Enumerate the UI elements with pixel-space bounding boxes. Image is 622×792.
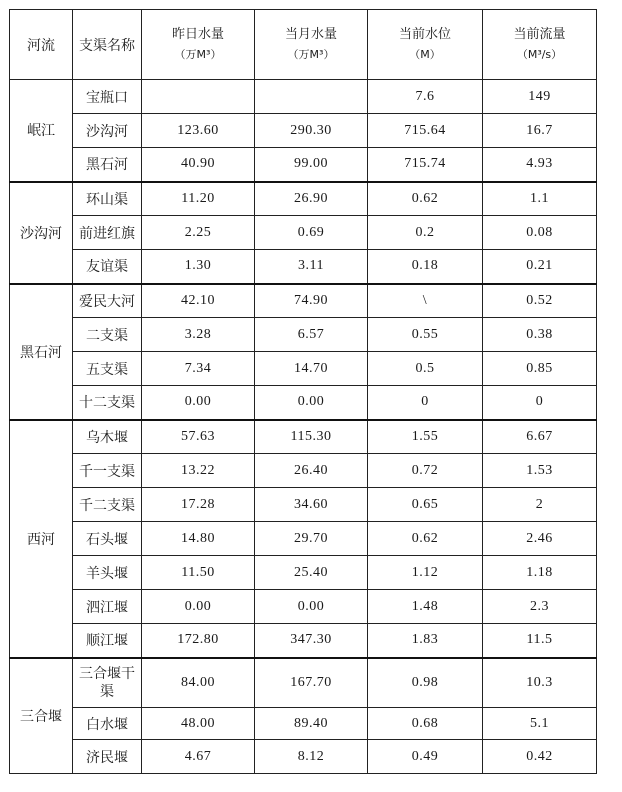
header-level-label: 当前水位	[398, 26, 451, 42]
header-month-label: 当月水量	[284, 26, 337, 42]
flow-rate-cell: 1.53	[483, 454, 597, 488]
water-level-cell: 0.49	[368, 740, 483, 774]
yesterday-volume-cell: 84.00	[142, 658, 255, 708]
river-cell: 黑石河	[10, 284, 73, 420]
yesterday-volume-cell: 11.50	[142, 556, 255, 590]
yesterday-volume-cell: 17.28	[142, 488, 255, 522]
header-row	[10, 10, 597, 80]
branch-name-cell: 前进红旗	[73, 216, 142, 250]
table-row	[10, 250, 597, 284]
header-yesterday-label: 昨日水量	[171, 26, 224, 42]
month-volume-cell: 3.11	[255, 250, 368, 284]
header-month-unit: （万M³）	[287, 47, 335, 61]
table-row	[10, 318, 597, 352]
water-level-cell: 715.64	[368, 114, 483, 148]
branch-name-cell: 爱民大河	[73, 284, 142, 318]
flow-rate-cell: 10.3	[483, 658, 597, 708]
water-level-cell: 0.2	[368, 216, 483, 250]
month-volume-cell: 14.70	[255, 352, 368, 386]
month-volume-cell: 34.60	[255, 488, 368, 522]
month-volume-cell: 347.30	[255, 624, 368, 658]
table-row	[10, 658, 597, 708]
water-level-cell: 0	[368, 386, 483, 420]
water-level-cell: 0.55	[368, 318, 483, 352]
flow-rate-cell: 0.38	[483, 318, 597, 352]
table-row	[10, 182, 597, 216]
header-yesterday-unit: （万M³）	[174, 47, 222, 61]
branch-name-cell: 友谊渠	[73, 250, 142, 284]
flow-rate-cell: 0.21	[483, 250, 597, 284]
yesterday-volume-cell: 1.30	[142, 250, 255, 284]
water-level-cell: 0.65	[368, 488, 483, 522]
table-row	[10, 590, 597, 624]
month-volume-cell: 0.00	[255, 590, 368, 624]
month-volume-cell: 290.30	[255, 114, 368, 148]
branch-name-cell: 羊头堰	[73, 556, 142, 590]
branch-name-cell: 石头堰	[73, 522, 142, 556]
month-volume-cell: 26.90	[255, 182, 368, 216]
flow-rate-cell: 2.3	[483, 590, 597, 624]
branch-name-cell: 五支渠	[73, 352, 142, 386]
flow-rate-cell: 2.46	[483, 522, 597, 556]
table-row	[10, 522, 597, 556]
yesterday-volume-cell: 14.80	[142, 522, 255, 556]
yesterday-volume-cell	[142, 80, 255, 114]
river-cell: 沙沟河	[10, 182, 73, 284]
yesterday-volume-cell: 0.00	[142, 386, 255, 420]
yesterday-volume-cell: 3.28	[142, 318, 255, 352]
river-cell: 西河	[10, 420, 73, 658]
water-level-cell: 1.48	[368, 590, 483, 624]
table-row	[10, 624, 597, 658]
yesterday-volume-cell: 57.63	[142, 420, 255, 454]
flow-rate-cell: 149	[483, 80, 597, 114]
yesterday-volume-cell: 42.10	[142, 284, 255, 318]
table-row	[10, 708, 597, 740]
month-volume-cell: 0.00	[255, 386, 368, 420]
month-volume-cell: 89.40	[255, 708, 368, 740]
water-level-cell: 7.6	[368, 80, 483, 114]
table-row	[10, 148, 597, 182]
river-cell: 岷江	[10, 80, 73, 182]
branch-name-cell: 顺江堰	[73, 624, 142, 658]
water-level-cell: 0.98	[368, 658, 483, 708]
flow-rate-cell: 0.85	[483, 352, 597, 386]
branch-name-cell: 乌木堰	[73, 420, 142, 454]
water-data-table	[9, 9, 597, 774]
header-branch: 支渠名称	[73, 10, 142, 80]
table-row	[10, 114, 597, 148]
table-row	[10, 420, 597, 454]
month-volume-cell: 29.70	[255, 522, 368, 556]
water-level-cell: 1.12	[368, 556, 483, 590]
branch-name-cell: 宝瓶口	[73, 80, 142, 114]
month-volume-cell: 115.30	[255, 420, 368, 454]
yesterday-volume-cell: 123.60	[142, 114, 255, 148]
table-row	[10, 740, 597, 774]
water-level-cell: 0.18	[368, 250, 483, 284]
header-level-unit: （M）	[409, 47, 441, 61]
water-level-cell: 0.5	[368, 352, 483, 386]
water-level-cell: 0.62	[368, 182, 483, 216]
table-row	[10, 386, 597, 420]
branch-name-cell: 环山渠	[73, 182, 142, 216]
header-level	[368, 10, 483, 80]
table-row	[10, 454, 597, 488]
yesterday-volume-cell: 2.25	[142, 216, 255, 250]
yesterday-volume-cell: 4.67	[142, 740, 255, 774]
table-row	[10, 284, 597, 318]
branch-name-cell: 十二支渠	[73, 386, 142, 420]
branch-name-cell: 沙沟河	[73, 114, 142, 148]
flow-rate-cell: 0.52	[483, 284, 597, 318]
yesterday-volume-cell: 11.20	[142, 182, 255, 216]
header-flow	[483, 10, 597, 80]
water-level-cell: 1.83	[368, 624, 483, 658]
flow-rate-cell: 16.7	[483, 114, 597, 148]
water-level-cell: 0.72	[368, 454, 483, 488]
header-river: 河流	[10, 10, 73, 80]
month-volume-cell: 6.57	[255, 318, 368, 352]
branch-name-cell: 千二支渠	[73, 488, 142, 522]
table-row	[10, 488, 597, 522]
month-volume-cell: 99.00	[255, 148, 368, 182]
flow-rate-cell: 11.5	[483, 624, 597, 658]
header-yesterday	[142, 10, 255, 80]
header-flow-unit: （M³/s）	[516, 47, 563, 61]
table-row	[10, 80, 597, 114]
branch-name-cell: 白水堰	[73, 708, 142, 740]
month-volume-cell: 167.70	[255, 658, 368, 708]
header-month	[255, 10, 368, 80]
flow-rate-cell: 2	[483, 488, 597, 522]
flow-rate-cell: 1.18	[483, 556, 597, 590]
table-row	[10, 352, 597, 386]
flow-rate-cell: 0.08	[483, 216, 597, 250]
branch-name-cell: 黑石河	[73, 148, 142, 182]
yesterday-volume-cell: 40.90	[142, 148, 255, 182]
river-cell: 三合堰	[10, 658, 73, 774]
month-volume-cell: 0.69	[255, 216, 368, 250]
yesterday-volume-cell: 48.00	[142, 708, 255, 740]
yesterday-volume-cell: 13.22	[142, 454, 255, 488]
branch-name-cell: 二支渠	[73, 318, 142, 352]
month-volume-cell	[255, 80, 368, 114]
branch-name-cell: 泗江堰	[73, 590, 142, 624]
header-flow-label: 当前流量	[513, 26, 566, 42]
water-level-cell: 715.74	[368, 148, 483, 182]
branch-name-cell: 千一支渠	[73, 454, 142, 488]
table-row	[10, 216, 597, 250]
flow-rate-cell: 6.67	[483, 420, 597, 454]
branch-name-cell: 济民堰	[73, 740, 142, 774]
water-level-cell: 1.55	[368, 420, 483, 454]
month-volume-cell: 26.40	[255, 454, 368, 488]
flow-rate-cell: 1.1	[483, 182, 597, 216]
flow-rate-cell: 4.93	[483, 148, 597, 182]
flow-rate-cell: 0.42	[483, 740, 597, 774]
water-level-cell: 0.68	[368, 708, 483, 740]
yesterday-volume-cell: 7.34	[142, 352, 255, 386]
table-row	[10, 556, 597, 590]
table-body	[10, 80, 597, 774]
branch-name-cell: 三合堰干渠	[73, 658, 142, 708]
water-level-cell: 0.62	[368, 522, 483, 556]
flow-rate-cell: 5.1	[483, 708, 597, 740]
month-volume-cell: 8.12	[255, 740, 368, 774]
flow-rate-cell: 0	[483, 386, 597, 420]
month-volume-cell: 74.90	[255, 284, 368, 318]
water-level-cell: \	[368, 284, 483, 318]
yesterday-volume-cell: 0.00	[142, 590, 255, 624]
yesterday-volume-cell: 172.80	[142, 624, 255, 658]
month-volume-cell: 25.40	[255, 556, 368, 590]
